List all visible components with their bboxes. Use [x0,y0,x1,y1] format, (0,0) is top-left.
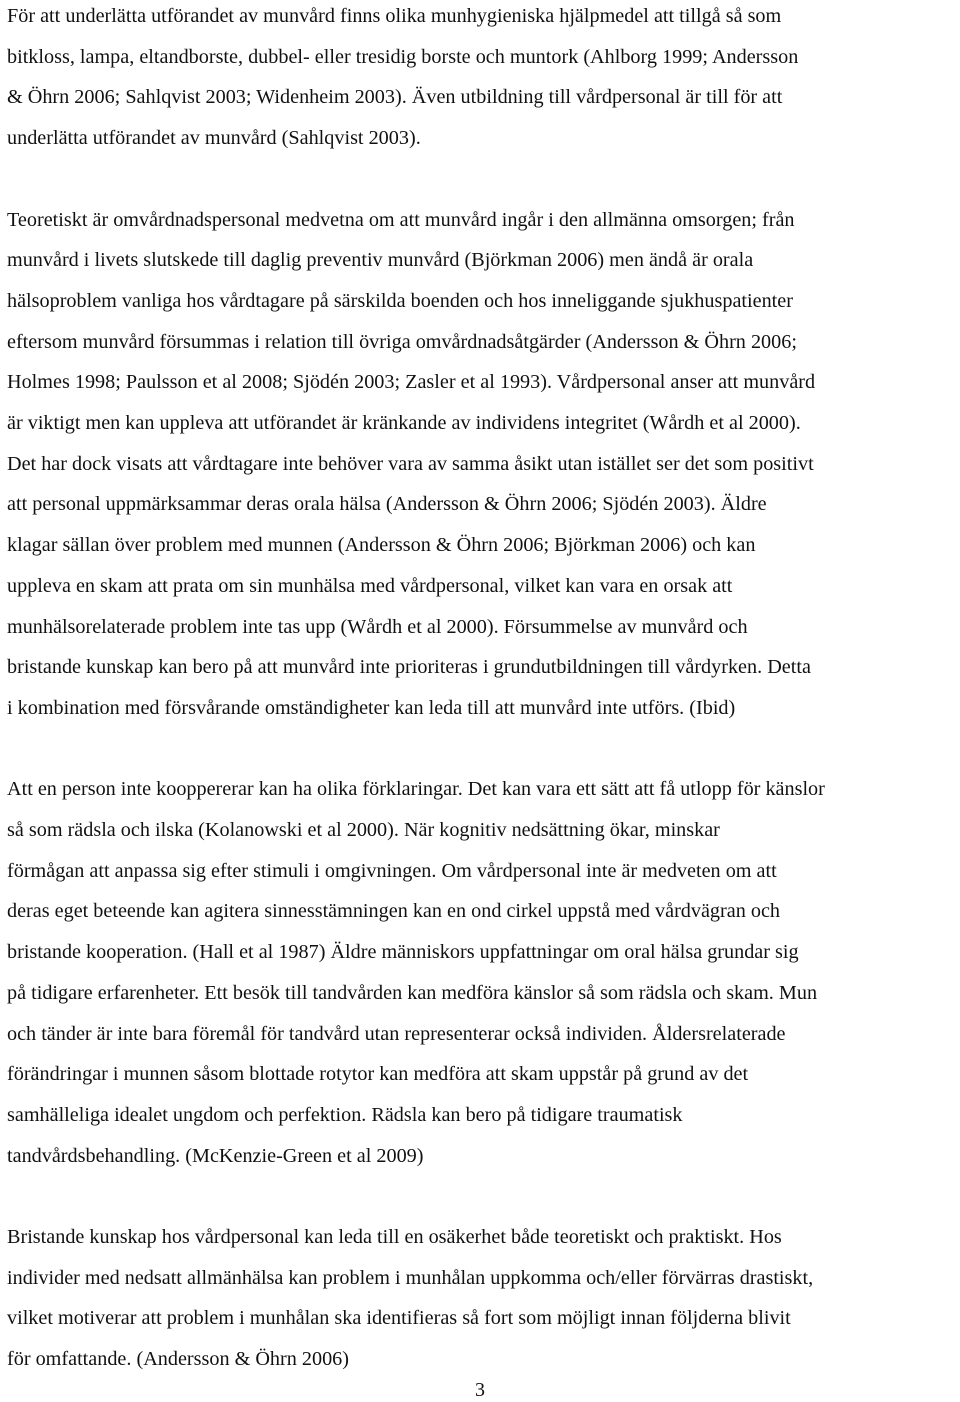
page-number: 3 [475,1379,485,1401]
text-line: förmågan att anpassa sig efter stimuli i omgivningen. Om vårdpersonal inte är medveten om att [7,859,777,882]
text-line: bristande kunskap kan bero på att munvård inte prioriteras i grundutbildningen till vårdyrken. Detta [7,656,811,679]
text-line: så som rädsla och ilska (Kolanowski et al 2000). När kognitiv nedsättning ökar, minskar [7,819,720,842]
text-line: tandvårdsbehandling. (McKenzie-Green et al 2009) [7,1144,424,1167]
text-line: klagar sällan över problem med munnen (Andersson & Öhrn 2006; Björkman 2006) och kan [7,534,756,557]
text-line: underlätta utförandet av munvård (Sahlqvist 2003). [7,127,421,150]
text-line: samhälleliga idealet ungdom och perfektion. Rädsla kan bero på tidigare traumatisk [7,1103,683,1126]
paragraph-spacer [7,729,955,770]
text-line: vilket motiverar att problem i munhålan ska identifieras så fort som möjligt innan följderna blivit [7,1307,791,1330]
text-line: munhälsorelaterade problem inte tas upp (Wårdh et al 2000). Försummelse av munvård och [7,615,748,638]
paragraph-spacer [7,1176,955,1217]
document-page [7,0,955,1380]
text-line: Det har dock visats att vårdtagare inte behöver vara av samma åsikt utan istället ser det som positivt [7,452,814,475]
text-line: i kombination med försvårande omständigheter kan leda till att munvård inte utförs. (Ibid) [7,696,736,719]
text-line: Teoretiskt är omvårdnadspersonal medvetna om att munvård ingår i den allmänna omsorgen; från [7,208,795,231]
text-line: bristande kooperation. (Hall et al 1987) Äldre människors uppfattningar om oral hälsa grundar sig [7,941,799,964]
text-line: på tidigare erfarenheter. Ett besök till tandvården kan medföra känslor så som rädsla och skam. Mun [7,981,818,1004]
text-line: Att en person inte kooppererar kan ha olika förklaringar. Det kan vara ett sätt att få utlopp för känslor [7,778,825,801]
text-line: förändringar i munnen såsom blottade rotytor kan medföra att skam uppstår på grund av det [7,1063,749,1086]
text-line: deras eget beteende kan agitera sinnesstämningen kan en ond cirkel uppstå med vårdvägran och [7,900,780,923]
text-line: och tänder är inte bara föremål för tandvård utan representerar också individen. Åldersrelaterade [7,1022,786,1045]
text-line: munvård i livets slutskede till daglig preventiv munvård (Björkman 2006) men ändå är orala [7,249,754,272]
text-line: Bristande kunskap hos vårdpersonal kan leda till en osäkerhet både teoretiskt och praktiskt. Hos [7,1226,782,1249]
paragraph-2 [7,200,955,729]
paragraph-spacer [7,159,955,200]
text-line: att personal uppmärksammar deras orala hälsa (Andersson & Öhrn 2006; Sjödén 2003). Äldre [7,493,767,516]
text-line: är viktigt men kan uppleva att utförandet är kränkande av individens integritet (Wårdh et al 2000). [7,412,801,435]
text-line: uppleva en skam att prata om sin munhälsa med vårdpersonal, vilket kan vara en orsak att [7,574,733,597]
paragraph-1 [7,0,955,159]
text-line: Holmes 1998; Paulsson et al 2008; Sjödén 2003; Zasler et al 1993). Vårdpersonal anser att munvård [7,371,816,394]
paragraph-4 [7,1217,955,1380]
text-line: eftersom munvård försummas i relation till övriga omvårdnadsåtgärder (Andersson & Öhrn 2006; [7,330,797,353]
text-line: för omfattande. (Andersson & Öhrn 2006) [7,1348,349,1371]
text-line: & Öhrn 2006; Sahlqvist 2003; Widenheim 2003). Även utbildning till vårdpersonal är till för att [7,86,783,109]
text-line: För att underlätta utförandet av munvård finns olika munhygieniska hjälpmedel att tillgå så som [7,5,782,27]
paragraph-3 [7,769,955,1176]
text-line: hälsoproblem vanliga hos vårdtagare på särskilda boenden och hos inneliggande sjukhuspatienter [7,289,793,312]
text-line: bitkloss, lampa, eltandborste, dubbel- eller tresidig borste och muntork (Ahlborg 1999; Andersson [7,45,799,68]
text-line: individer med nedsatt allmänhälsa kan problem i munhålan uppkomma och/eller förvärras drastiskt, [7,1266,814,1289]
